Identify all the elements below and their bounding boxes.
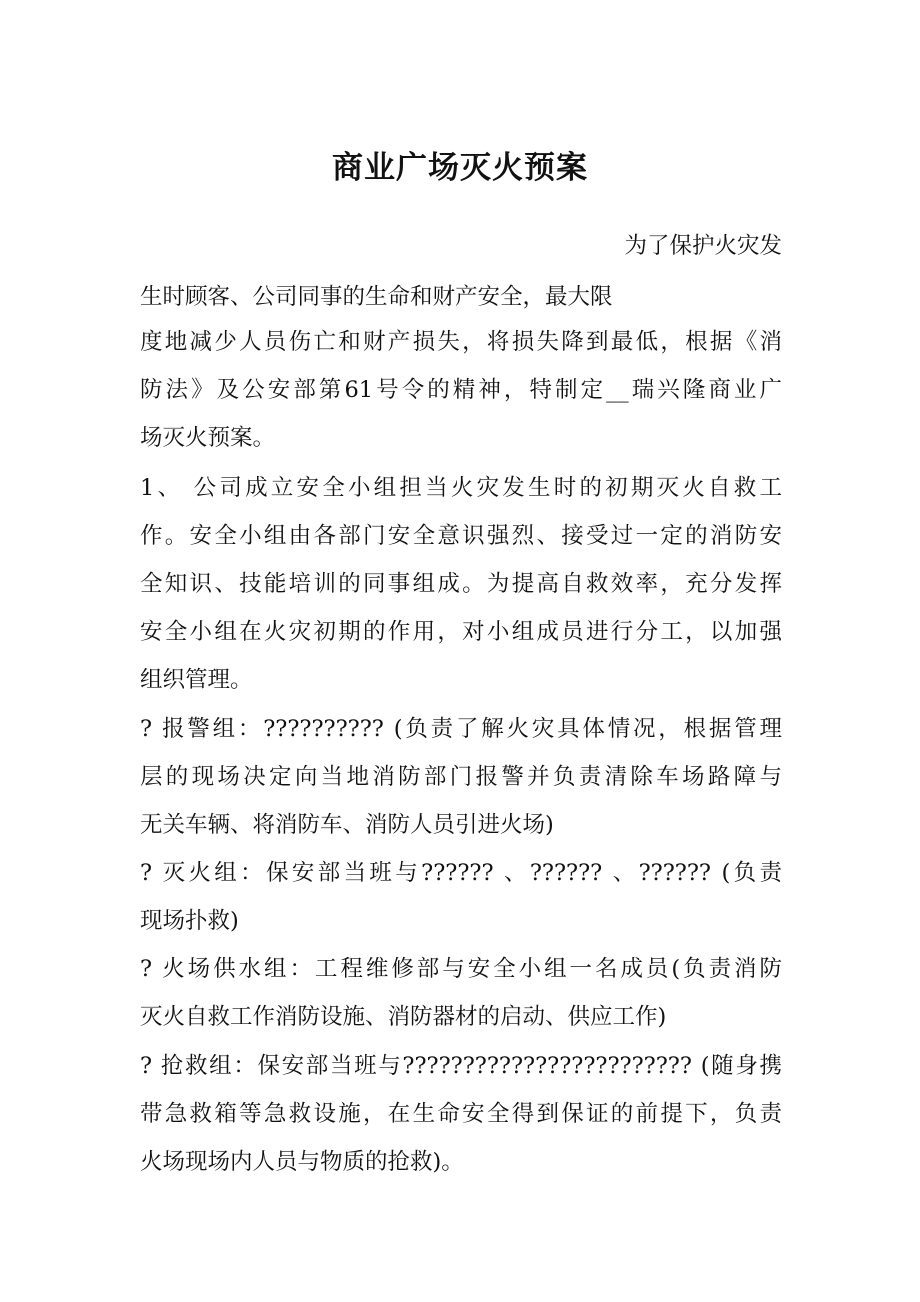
list-item-line: 层的现场决定向当地消防部门报警并负责清除车场路障与 xyxy=(140,764,782,790)
list-item-line: ? 灭火组：保安部当班与?????? 、?????? 、?????? (负责 xyxy=(140,860,782,886)
paragraph-line: 防法》及公安部第61号令的精神，特制定__瑞兴隆商业广 xyxy=(140,377,782,403)
paragraph-line: 作。安全小组由各部门安全意识强烈、接受过一定的消防安 xyxy=(140,523,782,549)
paragraph-line: 生时顾客、公司同事的生命和财产安全，最大限 xyxy=(140,284,613,310)
list-item-line: 灭火自救工作消防设施、消防器材的启动、供应工作) xyxy=(140,1004,667,1030)
paragraph-line: 全知识、技能培训的同事组成。为提高自救效率，充分发挥 xyxy=(140,571,782,597)
paragraph-line: 为了保护火灾发 xyxy=(624,233,782,259)
list-item-line: ? 报警组：?????????? (负责了解火灾具体情况，根据管理 xyxy=(140,716,782,742)
paragraph-line: 场灭火预案。 xyxy=(140,425,276,451)
paragraph-line: 1、 公司成立安全小组担当火灾发生时的初期灭火自救工 xyxy=(140,475,782,501)
document-title: 商业广场灭火预案 xyxy=(332,150,588,186)
paragraph-line: 组织管理。 xyxy=(140,667,253,693)
paragraph-line: 安全小组在火灾初期的作用，对小组成员进行分工，以加强 xyxy=(140,619,782,645)
list-item-line: ? 抢救组：保安部当班与???????????????????????? (随身携 xyxy=(140,1053,782,1079)
list-item-line: 现场扑救) xyxy=(140,908,239,934)
paragraph-line: 度地减少人员伤亡和财产损失，将损失降到最低，根据《消 xyxy=(140,329,782,355)
list-item-line: ? 火场供水组：工程维修部与安全小组一名成员(负责消防 xyxy=(140,956,782,982)
list-item-line: 无关车辆、将消防车、消防人员引进火场) xyxy=(140,812,554,838)
list-item-line: 火场现场内人员与物质的抢救)。 xyxy=(140,1149,464,1175)
list-item-line: 带急救箱等急救设施，在生命安全得到保证的前提下，负责 xyxy=(140,1101,782,1127)
